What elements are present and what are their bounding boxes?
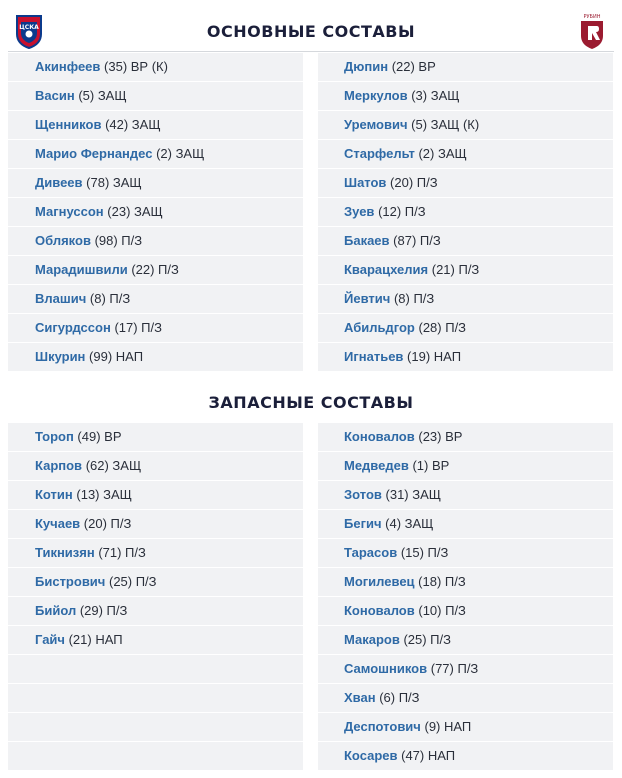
player-name[interactable]: Могилевец	[344, 574, 415, 589]
player-number-position: (5) ЗАЩ (К)	[411, 117, 480, 132]
player-row	[318, 655, 613, 683]
player-number-position: (77) П/З	[430, 661, 479, 676]
player-row	[8, 510, 303, 538]
player-name[interactable]: Акинфеев	[35, 59, 101, 74]
player-number-position: (3) ЗАЩ	[411, 88, 460, 103]
player-row	[318, 227, 613, 255]
player-name[interactable]: Шкурин	[35, 349, 86, 364]
player-row	[8, 256, 303, 284]
player-row	[8, 343, 303, 371]
player-row	[8, 539, 303, 567]
player-number-position: (78) ЗАЩ	[86, 175, 142, 190]
player-name[interactable]: Игнатьев	[344, 349, 404, 364]
player-name[interactable]: Медведев	[344, 458, 409, 473]
player-number-position: (25) П/З	[403, 632, 451, 647]
player-row	[8, 481, 303, 509]
player-name[interactable]: Йевтич	[344, 291, 391, 306]
player-row	[318, 510, 613, 538]
player-name[interactable]: Дюпин	[344, 59, 389, 74]
player-name[interactable]: Бистрович	[35, 574, 106, 589]
player-name[interactable]: Тороп	[35, 429, 74, 444]
player-name[interactable]: Деспотович	[344, 719, 421, 734]
player-number-position: (71) П/З	[98, 545, 146, 560]
player-number-position: (8) П/З	[89, 291, 131, 306]
player-name[interactable]: Зотов	[344, 487, 382, 502]
player-row	[318, 539, 613, 567]
player-name[interactable]: Уремович	[344, 117, 408, 132]
player-name[interactable]: Карпов	[35, 458, 83, 473]
player-number-position: (10) П/З	[418, 603, 466, 618]
player-row	[318, 285, 613, 313]
player-row	[318, 481, 613, 509]
player-number-position: (98) П/З	[94, 233, 143, 248]
player-name[interactable]: Кварацхелия	[344, 262, 429, 277]
player-number-position: (20) П/З	[83, 516, 132, 531]
away-starters-list	[318, 53, 613, 372]
player-row	[318, 111, 613, 139]
player-row	[8, 227, 303, 255]
player-row	[318, 82, 613, 110]
player-row	[318, 626, 613, 654]
player-name[interactable]: Котин	[35, 487, 73, 502]
player-row	[8, 82, 303, 110]
player-row	[8, 53, 303, 81]
away-subs-list	[318, 423, 613, 771]
player-number-position: (99) НАП	[89, 349, 144, 364]
player-name[interactable]: Косарев	[344, 748, 398, 763]
player-name[interactable]: Щенников	[35, 117, 102, 132]
player-row	[8, 452, 303, 480]
player-name[interactable]: Шатов	[344, 175, 387, 190]
player-name[interactable]: Зуев	[344, 204, 375, 219]
player-number-position: (13) ЗАЩ	[76, 487, 132, 502]
player-number-position: (15) П/З	[400, 545, 449, 560]
player-name[interactable]: Марадишвили	[35, 262, 128, 277]
player-number-position: (23) ВР	[418, 429, 463, 444]
player-row	[8, 111, 303, 139]
player-number-position: (21) П/З	[431, 262, 480, 277]
player-name[interactable]: Дивеев	[35, 175, 83, 190]
player-row	[318, 343, 613, 371]
player-row	[318, 169, 613, 197]
player-name[interactable]: Тарасов	[344, 545, 398, 560]
player-number-position: (18) П/З	[418, 574, 466, 589]
player-number-position: (22) П/З	[131, 262, 179, 277]
player-row	[8, 140, 303, 168]
player-number-position: (28) П/З	[418, 320, 467, 335]
player-row	[318, 256, 613, 284]
player-row	[318, 423, 613, 451]
player-name[interactable]: Абильдгор	[344, 320, 415, 335]
player-number-position: (25) П/З	[108, 574, 157, 589]
player-number-position: (47) НАП	[401, 748, 456, 763]
player-name[interactable]: Коновалов	[344, 429, 415, 444]
player-row	[8, 423, 303, 451]
player-row	[8, 597, 303, 625]
player-name[interactable]: Сигурдссон	[35, 320, 111, 335]
player-name[interactable]: Обляков	[35, 233, 91, 248]
player-number-position: (19) НАП	[407, 349, 462, 364]
home-starters-list	[8, 53, 303, 372]
player-number-position: (29) П/З	[79, 603, 128, 618]
player-row	[8, 285, 303, 313]
player-number-position: (6) П/З	[379, 690, 420, 705]
player-number-position: (49) ВР	[77, 429, 122, 444]
player-row	[318, 713, 613, 741]
player-number-position: (9) НАП	[424, 719, 472, 734]
player-name[interactable]: Старфельт	[344, 146, 415, 161]
player-row	[8, 626, 303, 654]
player-row	[318, 140, 613, 168]
player-number-position: (22) ВР	[391, 59, 436, 74]
player-name[interactable]: Влашич	[35, 291, 87, 306]
player-number-position: (12) П/З	[378, 204, 426, 219]
player-row	[8, 713, 303, 741]
player-row	[8, 169, 303, 197]
player-row	[318, 742, 613, 770]
player-row	[8, 314, 303, 342]
player-name[interactable]: Кучаев	[35, 516, 81, 531]
player-name[interactable]: Бакаев	[344, 233, 390, 248]
player-row	[318, 53, 613, 81]
player-name[interactable]: Хван	[344, 690, 376, 705]
player-number-position: (2) ЗАЩ	[418, 146, 467, 161]
player-number-position: (35) ВР (К)	[104, 59, 168, 74]
svg-text:РУБИН: РУБИН	[583, 14, 601, 20]
player-name[interactable]: Макаров	[344, 632, 400, 647]
player-number-position: (1) ВР	[412, 458, 450, 473]
substitutes-title: ЗАПАСНЫЕ СОСТАВЫ	[208, 393, 414, 412]
player-row	[318, 314, 613, 342]
player-name[interactable]: Гайч	[35, 632, 65, 647]
player-row	[8, 742, 303, 770]
player-name[interactable]: Васин	[35, 88, 75, 103]
player-name[interactable]: Магнуссон	[35, 204, 104, 219]
player-row	[8, 684, 303, 712]
player-number-position: (42) ЗАЩ	[105, 117, 161, 132]
player-name[interactable]: Коновалов	[344, 603, 415, 618]
player-name[interactable]: Бегич	[344, 516, 382, 531]
home-subs-list	[8, 423, 303, 771]
player-name[interactable]: Меркулов	[344, 88, 408, 103]
player-row	[8, 568, 303, 596]
svg-text:ЦСКА: ЦСКА	[19, 24, 39, 31]
player-row	[8, 198, 303, 226]
player-number-position: (62) ЗАЩ	[85, 458, 142, 473]
player-row	[318, 684, 613, 712]
player-number-position: (8) П/З	[393, 291, 435, 306]
player-number-position: (23) ЗАЩ	[107, 204, 163, 219]
player-row	[8, 655, 303, 683]
player-row	[318, 568, 613, 596]
player-number-position: (20) П/З	[390, 175, 438, 190]
player-number-position: (31) ЗАЩ	[385, 487, 441, 502]
player-number-position: (5) ЗАЩ	[78, 88, 127, 103]
player-number-position: (2) ЗАЩ	[156, 146, 205, 161]
player-name[interactable]: Бийол	[35, 603, 77, 618]
player-number-position: (87) П/З	[393, 233, 441, 248]
player-number-position: (21) НАП	[68, 632, 123, 647]
player-number-position: (4) ЗАЩ	[385, 516, 434, 531]
starting-lineups-title: ОСНОВНЫЕ СОСТАВЫ	[206, 22, 416, 41]
player-name[interactable]: Самошников	[344, 661, 428, 676]
title-divider	[8, 51, 614, 52]
player-number-position: (17) П/З	[114, 320, 162, 335]
player-name[interactable]: Тикнизян	[35, 545, 95, 560]
player-name[interactable]: Марио Фернандес	[35, 146, 153, 161]
player-row	[318, 452, 613, 480]
player-row	[318, 198, 613, 226]
player-row	[318, 597, 613, 625]
